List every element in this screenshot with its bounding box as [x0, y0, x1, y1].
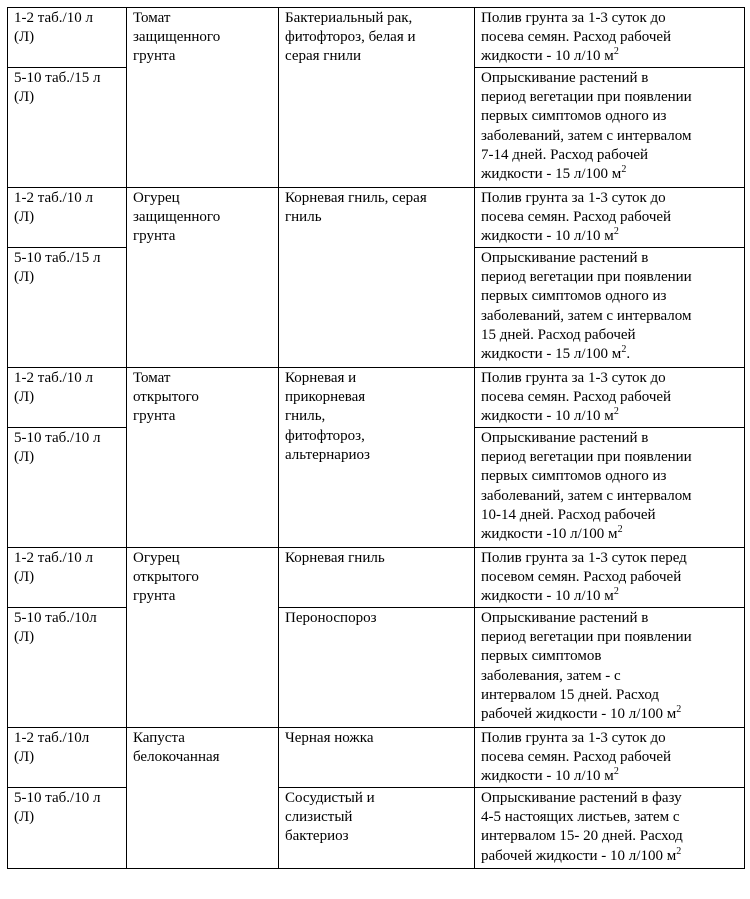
- rate-cell: 1-2 таб./10 л (Л): [8, 188, 127, 248]
- rate-cell: 1-2 таб./10л (Л): [8, 728, 127, 788]
- superscript: 2: [621, 164, 627, 176]
- crop-cell: Огурец открытого грунта: [127, 548, 279, 728]
- method-cell: [475, 248, 745, 368]
- method-text: Полив грунта за 1-3 суток перед посевом семян. Расход рабочей жидкости - 10 л/10 м: [481, 550, 687, 605]
- rate-cell: 1-2 таб./10 л (Л): [8, 8, 127, 68]
- rate-cell: 5-10 таб./10л (Л): [8, 608, 127, 728]
- disease-cell: Корневая гниль: [279, 548, 475, 608]
- superscript: 2: [613, 586, 619, 598]
- table-row: [8, 728, 745, 788]
- disease-cell: Корневая и прикорневая гниль, фитофтороз, альтернариоз: [279, 368, 475, 548]
- method-text: Опрыскивание растений в период вегетации при появлении первых симптомов одного из заболеваний, затем с интервалом 10-14 дней. Расход рабочей жидкости -10 л/100 м: [481, 430, 692, 543]
- rate-cell: 5-10 таб./15 л (Л): [8, 248, 127, 368]
- method-cell: [475, 428, 745, 548]
- crop-cell: Томат открытого грунта: [127, 368, 279, 548]
- crop-cell: Капуста белокочанная: [127, 728, 279, 869]
- method-text: Опрыскивание растений в период вегетации при появлении первых симптомов заболевания, затем - с интервалом 15 дней. Расход рабочей жидкости - 10 л/100 м: [481, 610, 692, 723]
- crop-cell: Томат защищенного грунта: [127, 8, 279, 188]
- disease-cell: Пероноспороз: [279, 608, 475, 728]
- table-row: [8, 8, 745, 68]
- pesticide-application-table: [7, 7, 745, 869]
- method-text: Полив грунта за 1-3 суток до посева семян. Расход рабочей жидкости - 10 л/10 м: [481, 10, 672, 65]
- superscript: 2: [613, 406, 619, 418]
- table-row: [8, 608, 745, 728]
- method-cell: [475, 368, 745, 428]
- method-cell: [475, 608, 745, 728]
- method-cell: [475, 548, 745, 608]
- method-cell: [475, 8, 745, 68]
- superscript: 2: [676, 704, 682, 716]
- method-tail: .: [626, 346, 631, 363]
- disease-cell: Бактериальный рак, фитофтороз, белая и серая гнили: [279, 8, 475, 188]
- method-cell: [475, 728, 745, 788]
- disease-cell: Сосудистый и слизистый бактериоз: [279, 788, 475, 869]
- rate-cell: 1-2 таб./10 л (Л): [8, 548, 127, 608]
- method-text: Полив грунта за 1-3 суток до посева семян. Расход рабочей жидкости - 10 л/10 м: [481, 370, 672, 425]
- table-row: [8, 188, 745, 248]
- rate-cell: 5-10 таб./10 л (Л): [8, 428, 127, 548]
- method-text: Опрыскивание растений в период вегетации при появлении первых симптомов одного из заболеваний, затем с интервалом 15 дней. Расход рабочей жидкости - 15 л/100 м: [481, 250, 692, 363]
- table-row: [8, 788, 745, 869]
- table-row: [8, 548, 745, 608]
- method-cell: [475, 188, 745, 248]
- crop-cell: Огурец защищенного грунта: [127, 188, 279, 368]
- rate-cell: 1-2 таб./10 л (Л): [8, 368, 127, 428]
- superscript: 2: [613, 46, 619, 58]
- superscript: 2: [617, 524, 623, 536]
- disease-cell: Корневая гниль, серая гниль: [279, 188, 475, 368]
- superscript: 2: [613, 766, 619, 778]
- rate-cell: 5-10 таб./15 л (Л): [8, 68, 127, 188]
- method-text: Опрыскивание растений в период вегетации при появлении первых симптомов одного из заболеваний, затем с интервалом 7-14 дней. Расход рабочей жидкости - 15 л/100 м: [481, 70, 692, 183]
- method-text: Полив грунта за 1-3 суток до посева семян. Расход рабочей жидкости - 10 л/10 м: [481, 730, 672, 785]
- method-cell: [475, 68, 745, 188]
- method-cell: [475, 788, 745, 869]
- superscript: 2: [621, 344, 627, 356]
- method-text: Полив грунта за 1-3 суток до посева семян. Расход рабочей жидкости - 10 л/10 м: [481, 190, 672, 245]
- disease-cell: Черная ножка: [279, 728, 475, 788]
- method-text: Опрыскивание растений в фазу 4-5 настоящих листьев, затем с интервалом 15- 20 дней. Расход рабочей жидкости - 10 л/100 м: [481, 790, 683, 864]
- rate-cell: 5-10 таб./10 л (Л): [8, 788, 127, 869]
- superscript: 2: [676, 845, 682, 857]
- superscript: 2: [613, 226, 619, 238]
- table-row: [8, 368, 745, 428]
